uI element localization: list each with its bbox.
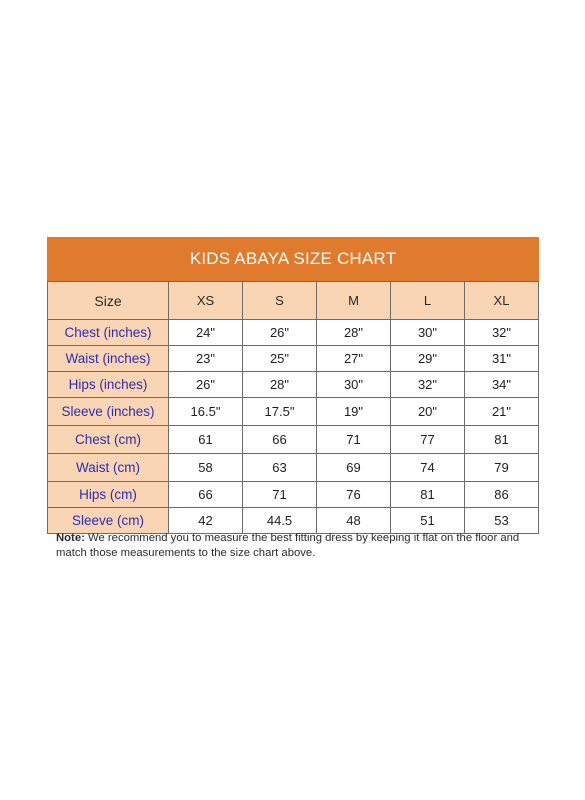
table-cell: 63 [243,454,317,482]
table-cell: 34" [465,372,539,398]
table-cell: 66 [243,426,317,454]
table-cell: 77 [391,426,465,454]
row-label-sleeve-cm: Sleeve (cm) [48,508,169,534]
table-row [48,346,539,372]
row-label-hips-cm: Hips (cm) [48,482,169,508]
table-cell: 28" [243,372,317,398]
table-cell: 31" [465,346,539,372]
note-prefix: Note: [56,532,85,544]
table-cell: 32" [391,372,465,398]
table-row [48,454,539,482]
table-cell: 66 [169,482,243,508]
table-cell: 20" [391,398,465,426]
header-size-xl: XL [465,282,539,320]
table-cell: 48 [317,508,391,534]
table-cell: 32" [465,320,539,346]
row-label-waist-inches: Waist (inches) [48,346,169,372]
row-label-chest-inches: Chest (inches) [48,320,169,346]
table-cell: 79 [465,454,539,482]
header-row [48,282,539,320]
table-cell: 29" [391,346,465,372]
table-cell: 16.5" [169,398,243,426]
table-row [48,372,539,398]
table-cell: 58 [169,454,243,482]
table-cell: 25" [243,346,317,372]
chart-title: KIDS ABAYA SIZE CHART [47,237,539,281]
table-cell: 26" [243,320,317,346]
table-cell: 61 [169,426,243,454]
table-cell: 26" [169,372,243,398]
table-cell: 81 [391,482,465,508]
header-size-l: L [391,282,465,320]
header-size-s: S [243,282,317,320]
row-label-chest-cm: Chest (cm) [48,426,169,454]
size-table [47,281,539,534]
table-cell: 17.5" [243,398,317,426]
header-size-label: Size [48,282,169,320]
note-text: We recommend you to measure the best fitting dress by keeping it flat on the floor and match those measurements to the size chart above. [56,532,520,559]
table-cell: 21" [465,398,539,426]
table-cell: 24" [169,320,243,346]
table-row [48,398,539,426]
row-label-hips-inches: Hips (inches) [48,372,169,398]
table-cell: 51 [391,508,465,534]
table-cell: 76 [317,482,391,508]
table-row [48,426,539,454]
table-cell: 86 [465,482,539,508]
table-row [48,508,539,534]
table-cell: 69 [317,454,391,482]
table-cell: 30" [317,372,391,398]
table-cell: 74 [391,454,465,482]
table-cell: 71 [243,482,317,508]
measurement-note [56,531,540,561]
size-chart [47,237,539,534]
table-row [48,482,539,508]
table-cell: 44.5 [243,508,317,534]
table-cell: 42 [169,508,243,534]
table-cell: 30" [391,320,465,346]
table-cell: 53 [465,508,539,534]
header-size-xs: XS [169,282,243,320]
table-cell: 81 [465,426,539,454]
row-label-sleeve-inches: Sleeve (inches) [48,398,169,426]
table-cell: 23" [169,346,243,372]
table-cell: 28" [317,320,391,346]
row-label-waist-cm: Waist (cm) [48,454,169,482]
table-cell: 27" [317,346,391,372]
header-size-m: M [317,282,391,320]
table-cell: 71 [317,426,391,454]
table-row [48,320,539,346]
table-cell: 19" [317,398,391,426]
